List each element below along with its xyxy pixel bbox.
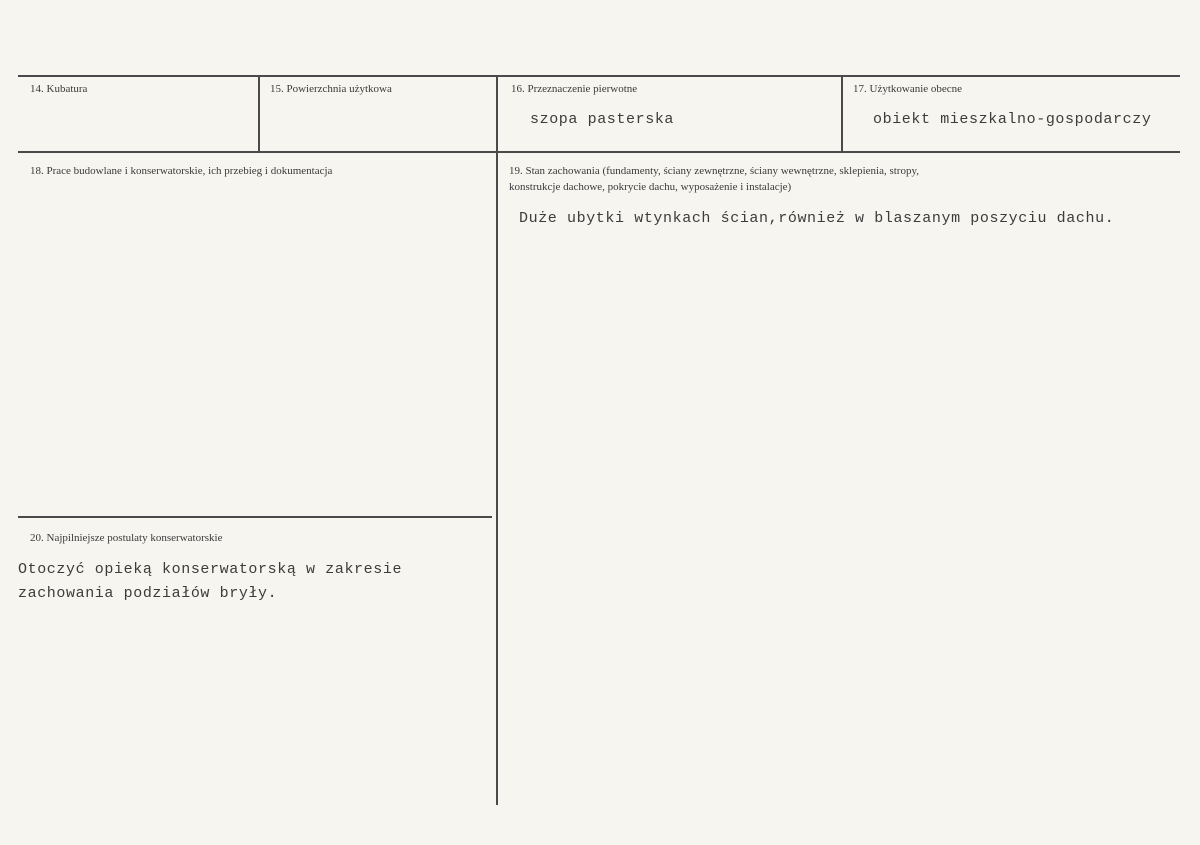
top-rule — [18, 75, 1180, 77]
field19-value: Duże ubytki wtynkach ścian,również w blaszanym poszyciu dachu. — [519, 210, 1115, 227]
field20-value-line2: zachowania podziałów bryły. — [18, 585, 278, 602]
divider-16-17 — [841, 75, 843, 152]
field19-label-line1: 19. Stan zachowania (fundamenty, ściany zewnętrzne, ściany wewnętrzne, sklepienia, stropy, — [509, 165, 920, 177]
field14-label: 14. Kubatura — [30, 83, 88, 95]
mid-rule — [18, 151, 1180, 153]
divider-14-15 — [258, 75, 260, 152]
field15-label: 15. Powierzchnia użytkowa — [270, 83, 392, 95]
field19-label-line2: konstrukcje dachowe, pokrycie dachu, wyposażenie i instalacje) — [509, 181, 792, 193]
field20-top-rule — [18, 516, 492, 518]
field16-value: szopa pasterska — [530, 111, 675, 128]
field17-label: 17. Użytkowanie obecne — [853, 83, 963, 95]
field20-value — [18, 558, 402, 606]
field18-label: 18. Prace budowlane i konserwatorskie, ich przebieg i dokumentacja — [30, 165, 333, 177]
center-divider — [496, 75, 498, 805]
field20-value-line1: Otoczyć opieką konserwatorską w zakresie — [18, 561, 403, 578]
field17-value: obiekt mieszkalno-gospodarczy — [873, 111, 1152, 128]
field20-label: 20. Najpilniejsze postulaty konserwatorskie — [30, 532, 223, 544]
field16-label: 16. Przeznaczenie pierwotne — [511, 83, 638, 95]
